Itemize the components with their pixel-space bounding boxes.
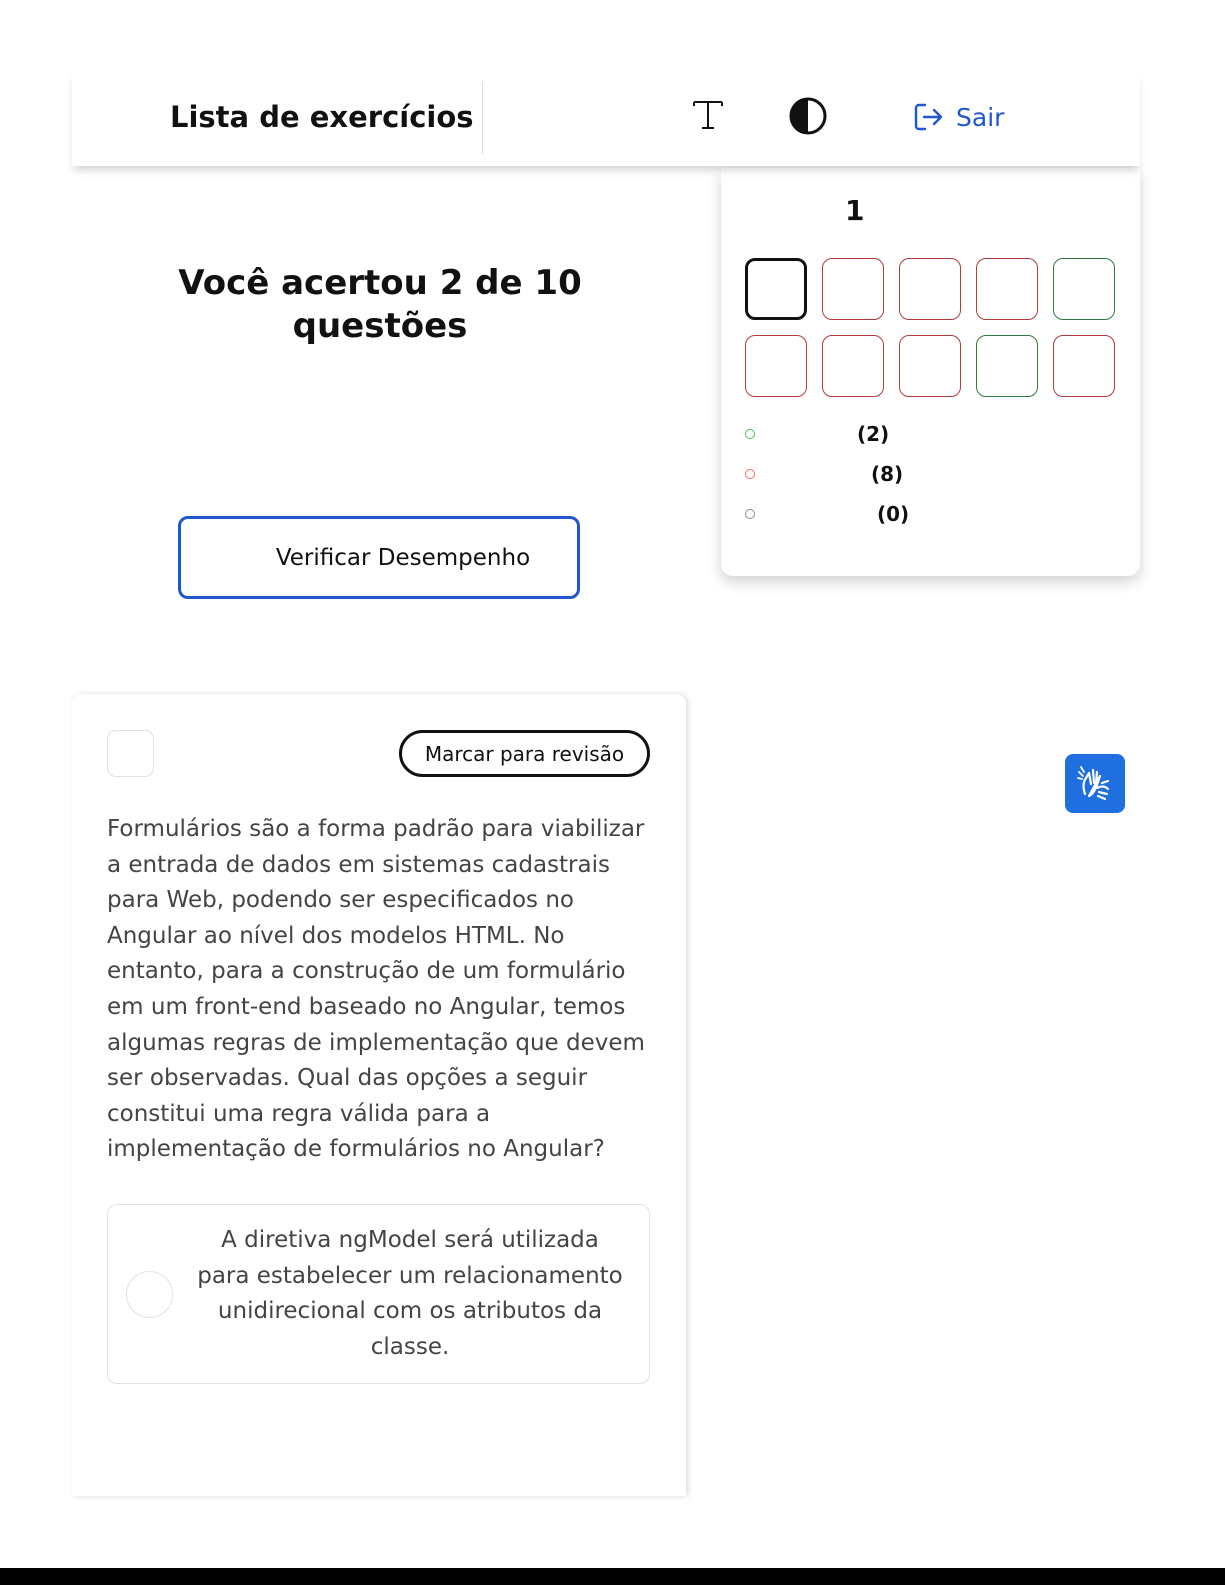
- question-checkbox[interactable]: [107, 730, 154, 777]
- page-title: Lista de exercícios: [170, 100, 474, 134]
- question-box-3[interactable]: [899, 258, 961, 320]
- font-size-icon[interactable]: [690, 94, 726, 134]
- question-navigator-panel: [721, 168, 1140, 576]
- sign-language-button[interactable]: [1065, 754, 1125, 813]
- question-box-2[interactable]: [822, 258, 884, 320]
- legend-correct: [745, 429, 755, 439]
- verify-performance-button[interactable]: Verificar Desempenho: [178, 516, 580, 599]
- question-box-5[interactable]: [1053, 258, 1115, 320]
- header-divider: [482, 82, 483, 154]
- question-box-6[interactable]: [745, 335, 807, 397]
- legend-correct-count: (2): [857, 422, 890, 446]
- question-box-4[interactable]: [976, 258, 1038, 320]
- question-box-10[interactable]: [1053, 335, 1115, 397]
- current-question-number: 1: [845, 194, 865, 227]
- logout-button[interactable]: [912, 100, 1004, 134]
- question-box-1[interactable]: [745, 258, 807, 320]
- legend-correct-dot: [745, 429, 755, 439]
- answer-option-a[interactable]: [107, 1204, 650, 1384]
- sign-language-icon: [1075, 764, 1115, 804]
- option-text: A diretiva ngModel será utilizada para estabelecer um relacionamento unidirecional com os atributos da classe.: [197, 1227, 623, 1360]
- legend-unanswered: [745, 509, 755, 519]
- score-summary: Você acertou 2 de 10 questões: [178, 263, 582, 346]
- option-radio[interactable]: [126, 1271, 173, 1318]
- top-header: [72, 72, 1140, 166]
- legend-wrong: [745, 469, 755, 479]
- contrast-icon[interactable]: [788, 96, 828, 136]
- legend-unanswered-count: (0): [877, 502, 910, 526]
- legend-unanswered-dot: [745, 509, 755, 519]
- logout-label: Sair: [956, 102, 1005, 132]
- legend-wrong-count: (8): [871, 462, 904, 486]
- logout-icon: [912, 100, 946, 134]
- question-grid: [745, 258, 1115, 397]
- legend-wrong-dot: [745, 469, 755, 479]
- bottom-edge-bar: [0, 1568, 1225, 1585]
- question-box-8[interactable]: [899, 335, 961, 397]
- mark-for-review-button[interactable]: Marcar para revisão: [399, 730, 650, 777]
- question-box-9[interactable]: [976, 335, 1038, 397]
- question-text: Formulários são a forma padrão para viabilizar a entrada de dados em sistemas cadastrais para Web, podendo ser especificados no Angular ao nível dos modelos HTML. No entanto, para a construção de um formulário em um front-end baseado no Angular, temos algumas regras de implementação que devem ser observadas. Qual das opções a seguir constitui uma regra válida para a implementação de formulários no Angular?: [107, 816, 645, 1163]
- question-card: [72, 694, 686, 1496]
- question-box-7[interactable]: [822, 335, 884, 397]
